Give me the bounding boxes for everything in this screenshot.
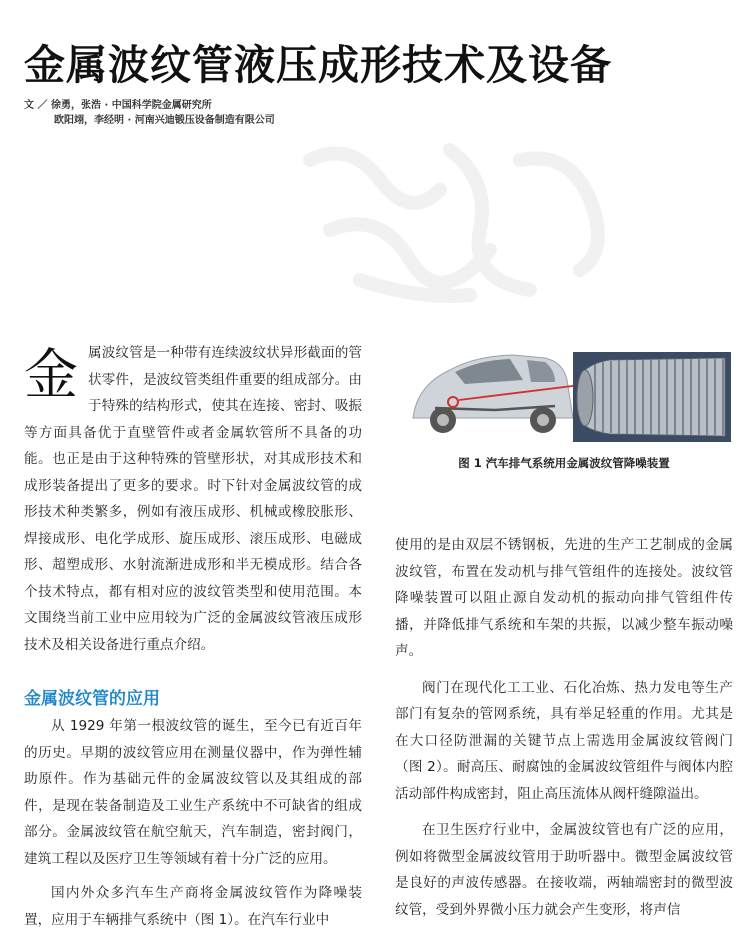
author-line-2: 欧阳翊，李经明 · 河南兴迪锻压设备制造有限公司	[54, 115, 275, 126]
drop-cap: 金	[24, 343, 78, 406]
right-paragraph-3: 在卫生医疗行业中，金属波纹管也有广泛的应用，例如将微型金属波纹管用于助听器中。微型金属波纹管是良好的声波传感器。在接收端，两轴端密封的微型波纹管，受到外界微小压力就会产生变形，将声信	[395, 822, 733, 918]
right-paragraph-1: 使用的是由双层不锈钢板，先进的生产工艺制成的金属波纹管，布置在发动机与排气管组件的连接处。波纹管降噪装置可以阻止源自发动机的振动向排气管组件传播，并降低排气系统和车架的共振，以减少整车振动噪声。	[395, 537, 733, 659]
right-column	[395, 532, 733, 923]
article-title: 金属波纹管液压成形技术及设备	[24, 41, 612, 89]
calligraphy-watermark	[290, 120, 620, 320]
author-block	[24, 98, 275, 128]
figure-caption: 图 1 汽车排气系统用金属波纹管降噪装置	[458, 456, 670, 470]
section-paragraph-1: 从 1929 年第一根波纹管的诞生，至今已有近百年的历史。早期的波纹管应用在测量仪器中，作为弹性辅助原件。作为基础元件的金属波纹管以及其组成的部件，是现在装备制造及工业生产系统中不可缺省的组成部分。金属波纹管在航空航天，汽车制造，密封阀门，建筑工程以及医疗卫生等领域有着十分广泛的应用。	[24, 718, 362, 867]
author-line-1: 文 ／ 徐勇，张浩 · 中国科学院金属研究所	[24, 100, 212, 111]
right-paragraph-2: 阀门在现代化工工业、石化冶炼、热力发电等生产部门有复杂的管网系统，具有举足轻重的作用。尤其是在大口径防泄漏的关键节点上需选用金属波纹管阀门（图 2）。耐高压、耐腐蚀的金属波纹管组件与阀体内腔活动部件构成密封，阻止高压流体从阀杆缝隙溢出。	[395, 679, 733, 802]
section-paragraph-2: 国内外众多汽车生产商将金属波纹管作为降噪装置，应用于车辆排气系统中（图 1）。在汽车行业中	[24, 885, 362, 928]
intro-paragraph	[24, 340, 362, 658]
section-heading: 金属波纹管的应用	[24, 689, 160, 709]
intro-text: 属波纹管是一种带有连续波纹状异形截面的管状零件，是波纹管类组件重要的组成部分。由于特殊的结构形式，使其在连接、密封、吸振等方面具备优于直壁管件或者金属软管所不具备的功能。也正是由于这种特殊的管壁形状，对其成形技术和成形装备提出了更多的要求。时下针对金属波纹管的成形技术种类繁多，例如有液压成形、机械或橡胶胀形、焊接成形、电化学成形、旋压成形、滚压成形、电磁成形、超塑成形、水射流渐进成形和半无模成形。结合各个技术特点，都有相对应的波纹管类型和使用范围。本文围绕当前工业中应用较为广泛的金属波纹管液压成形技术及相关设备进行重点介绍。	[24, 345, 362, 653]
car-exhaust-bellows-illustration	[395, 340, 733, 450]
left-column	[24, 340, 362, 933]
